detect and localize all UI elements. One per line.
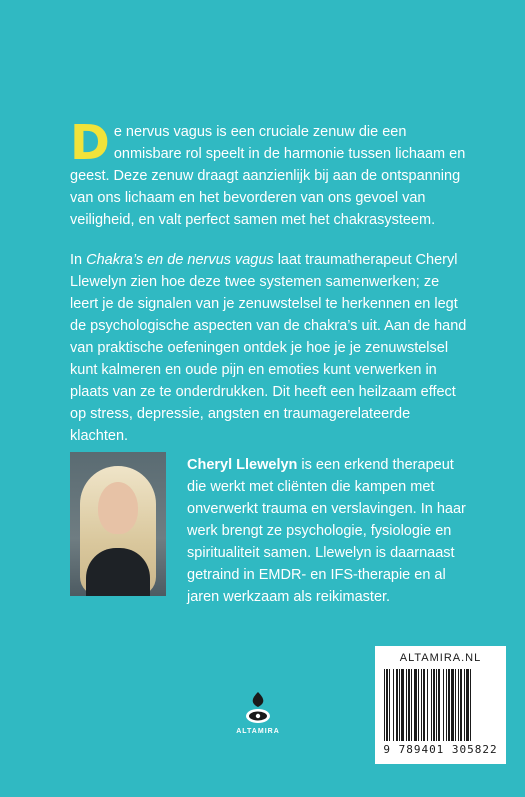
description-paragraph (70, 249, 470, 447)
author-bio-text: is een erkend therapeut die werkt met cliënten die kampen met onverwerkt trauma en verslavingen. In haar werk brengt ze psychologie, fysiologie en spiritualiteit samen. Llewelyn is daarnaast getraind in EMDR- en IFS-therapie en al jaren werkzaam als reikimaster. (187, 457, 466, 605)
book-title: Chakra’s en de nervus vagus (86, 252, 274, 268)
publisher-name: ALTAMIRA (236, 728, 280, 735)
altamira-logo-icon (243, 690, 273, 726)
intro-paragraph (70, 115, 470, 231)
barcode-box (375, 646, 506, 764)
author-bio (187, 454, 467, 608)
intro-text: e nervus vagus is een cruciale zenuw die een onmisbare rol speelt in de harmonie tussen lichaam en geest. Deze zenuw draagt aanzienlijk bij aan de ontspanning van ons lichaam en het bevorderen van ons gevoel van veiligheid, en valt perfect samen met het chakrasysteem. (70, 124, 466, 228)
barcode-icon (383, 669, 498, 741)
publisher-website: ALTAMIRA.NL (399, 652, 482, 664)
isbn-number: 9 789401 305822 (383, 743, 498, 756)
drop-cap: D (70, 115, 110, 171)
description-prefix: In (70, 252, 87, 268)
publisher-logo (228, 690, 288, 750)
author-name: Cheryl Llewelyn (187, 457, 298, 473)
description-text: laat traumatherapeut Cheryl Llewelyn zien hoe deze twee systemen samenwerken; ze leert je de signalen van je zenuwstelsel te herkennen en legt de psychologische aspecten van de chakra’s uit. Aan de hand van praktische oefeningen ontdek je hoe je je zenuwstelsel kunt kalmeren en oude pijn en emoties kunt verwerken in plaats van ze te onderdrukken. Dit heeft een heilzaam effect op stress, depressie, angsten en traumagerelateerde klachten. (70, 252, 467, 444)
author-photo (70, 452, 166, 596)
